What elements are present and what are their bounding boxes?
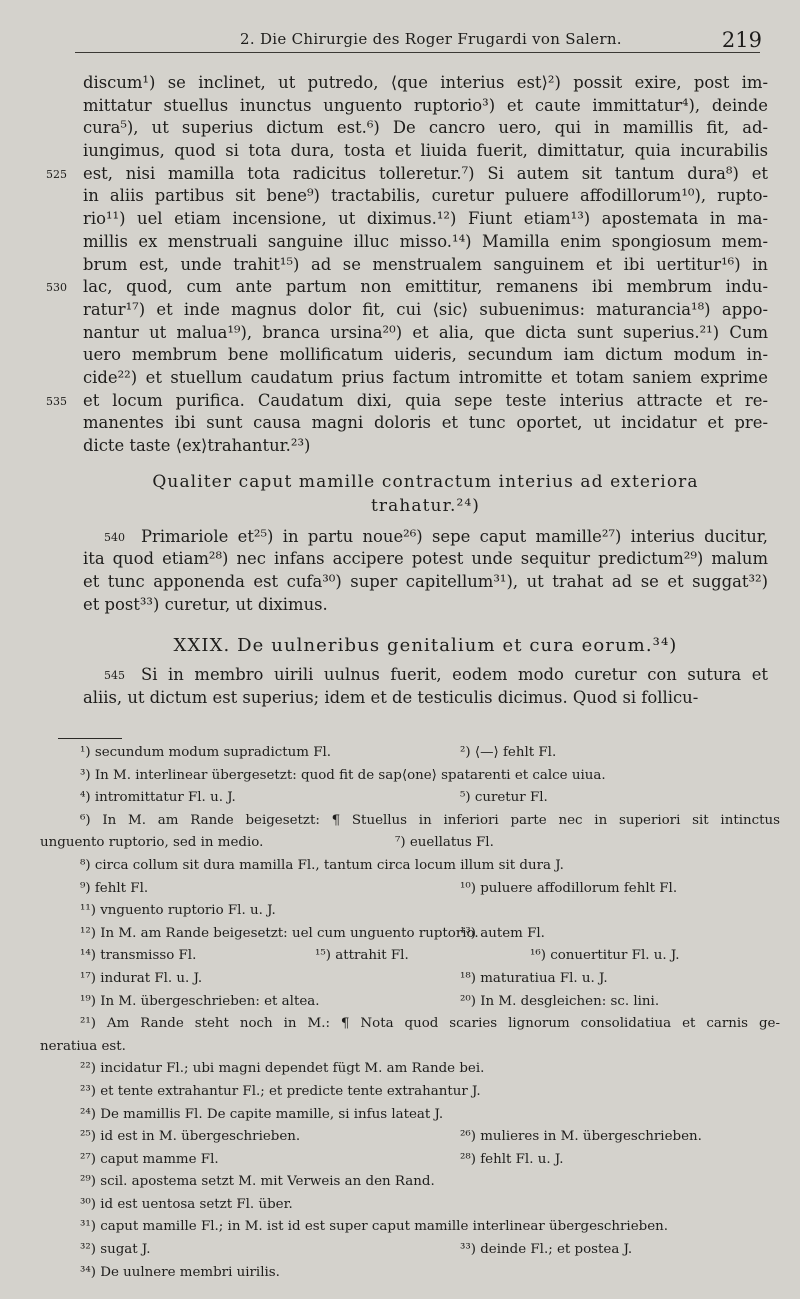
line-text: ita quod etiam²⁸) nec infans accipere potest unde sequitur predictum²⁹) malum [83,549,768,569]
line-text: brum est, unde trahit¹⁵) ad se menstrualem sanguinem et ibi uertitur¹⁶) in [83,254,768,274]
text-line [83,344,768,367]
line-text: Si in membro uirili uulnus fuerit, eodem modo curetur con sutura et [141,665,768,685]
text-line [83,95,768,118]
footnote-text: ¹⁶) conuertitur Fl. u. J. [530,948,680,964]
line-number: 530 [46,281,67,295]
footnote [40,1194,780,1217]
line-text: lac, quod, cum ante partum non emittitur, remanens ibi membrum indu- [83,277,768,297]
line-text: mittatur stuellus inunctus unguento ruptorio³) et caute immittatur⁴), deinde [83,95,768,115]
footnote-text: ⁴) intromittatur Fl. u. J. [80,790,236,806]
footnote [40,810,780,833]
footnote-text: ⁹) fehlt Fl. [80,880,149,896]
text-line [83,254,768,277]
line-text: millis ex menstruali sanguine illuc misso.¹⁴) Mamilla enim spongiosum mem- [83,231,768,251]
text-line [83,687,768,710]
footnote-rule [58,738,122,739]
footnote [40,787,780,810]
header-title: 2. Die Chirurgie des Roger Frugardi von Salern. [240,30,622,48]
footnote [40,878,780,901]
text-line [83,526,768,549]
footnote-text: neratiua est. [40,1038,126,1054]
footnote-text: ²¹) Am Rande steht noch in M.: ¶ Nota quod scaries lignorum consolidatiua et carnis ge- [80,1016,780,1032]
line-text: in aliis partibus sit bene⁹) tractabilis, curetur puluere affodillorum¹⁰), rupto- [83,186,768,206]
text-line [83,548,768,571]
footnote-text: ²⁸) fehlt Fl. u. J. [460,1151,564,1167]
footnote [40,1239,780,1262]
line-text: iungimus, quod si tota dura, tosta et liuida fuerit, dimittatur, quia incurabilis [83,141,768,161]
footnote [40,1262,780,1285]
line-text: et post³³) curetur, ut diximus. [83,594,328,614]
paragraph-uulneribus [83,664,768,709]
footnote [40,1104,780,1127]
footnote [40,765,780,788]
text-line [83,322,768,345]
footnote [40,945,780,968]
header-rule [75,52,760,53]
footnote [40,1171,780,1194]
footnote-text: ³³) deinde Fl.; et postea J. [460,1242,633,1258]
text-line [83,72,768,95]
footnote [40,855,780,878]
line-text: est, nisi mamilla tota radicitus tolleretur.⁷) Si autem sit tantum dura⁸) et [83,163,768,183]
line-text: et tunc apponenda est cufa³⁰) super capitellum³¹), ut trahat ad se et suggat³²) [83,572,768,592]
line-number: 525 [46,167,67,181]
line-number: 540 [104,530,125,544]
footnote-text: ⁷) euellatus Fl. [395,835,494,851]
footnote-text: ²⁵) id est in M. übergeschrieben. [80,1129,301,1145]
footnote [40,832,780,855]
footnote-text: ²) ⟨—⟩ fehlt Fl. [460,745,557,760]
footnote-text: ¹⁵) attrahit Fl. [315,948,409,964]
text-line [83,435,768,458]
footnote-text: ¹²) In M. am Rande beigesetzt: uel cum unguento ruptorio. [80,925,479,941]
line-text: discum¹) se inclinet, ut putredo, ⟨que interius est⟩²) possit exire, post im- [83,73,768,92]
footnote-text: ³⁰) id est uentosa setzt Fl. über. [80,1196,293,1212]
line-text: rio¹¹) uel etiam incensione, ut diximus.¹²) Fiunt etiam¹³) apostemata in ma- [83,209,768,229]
line-text: cura⁵), ut superius dictum est.⁶) De cancro uero, qui in mamillis fit, ad- [83,118,768,138]
footnote-text: ²⁰) In M. desgleichen: sc. lini. [460,993,660,1009]
text-line [83,117,768,140]
line-number: 545 [104,669,125,683]
text-line [83,185,768,208]
footnote-text: ³²) sugat J. [80,1242,151,1258]
footnote [40,1081,780,1104]
text-line [83,208,768,231]
footnote-text: ¹⁷) indurat Fl. u. J. [80,970,203,986]
text-line [83,594,768,617]
footnote [40,1013,780,1036]
footnote-text: ²³) et tente extrahantur Fl.; et predicte tente extrahantur J. [80,1083,481,1099]
line-text: uero membrum bene mollificatum uideris, secundum iam dictum modum in- [83,345,768,365]
text-line [83,571,768,594]
text-line [83,299,768,322]
line-text: manentes ibi sunt causa magni doloris et tunc oportet, ut incidatur et pre- [83,413,768,433]
line-text: dicte taste ⟨ex⟩trahantur.²³) [83,436,311,455]
line-number: 535 [46,394,67,408]
text-line [83,664,768,687]
footnote [40,1149,780,1172]
section-heading: Qualiter caput mamille contractum interius ad exteriora [152,471,699,492]
footnote-text: ⁵) curetur Fl. [460,790,548,806]
chapter-heading: XXIX. De uulneribus genitalium et cura eorum.³⁴) [173,635,678,657]
footnote-text: ²⁷) caput mamme Fl. [80,1151,219,1167]
text-line [46,276,768,299]
footnote [40,968,780,991]
footnote-text: ²⁴) De mamillis Fl. De capite mamille, si infus lateat J. [80,1106,444,1122]
footnote [40,1216,780,1239]
line-text: Primariole et²⁵) in partu noue²⁶) sepe caput mamille²⁷) interius ducitur, [141,526,768,546]
paragraph-mamilla [46,72,768,458]
footnote [40,1126,780,1149]
page-number: 219 [721,28,762,52]
footnote-text: ²²) incidatur Fl.; ubi magni dependet fügt M. am Rande bei. [80,1061,485,1077]
footnote-text: ¹) secundum modum supradictum Fl. [80,745,332,760]
footnote-text: ¹⁰) puluere affodillorum fehlt Fl. [460,880,678,896]
text-line [46,163,768,186]
footnote-text: ³⁴) De uulnere membri uirilis. [80,1264,280,1280]
text-line [83,140,768,163]
footnote [40,900,780,923]
text-line [83,231,768,254]
footnote-text: ¹³) autem Fl. [460,925,545,941]
footnote-text: ⁶) In M. am Rande beigesetzt: ¶ Stuellus in inferiori parte nec in superiori sit intinctus [80,812,780,828]
footnote-text: ¹⁹) In M. übergeschrieben: et altea. [80,993,320,1009]
footnote-text: unguento ruptorio, sed in medio. [40,835,264,851]
footnote-text: ⁸) circa collum sit dura mamilla Fl., tantum circa locum illum sit dura J. [80,857,564,873]
footnote-text: ¹⁴) transmisso Fl. [80,948,197,964]
footnote-text: ²⁶) mulieres in M. übergeschrieben. [460,1129,702,1145]
footnote-text: ¹⁸) maturatiua Fl. u. J. [460,970,608,986]
running-header [40,22,770,56]
line-text: cide²²) et stuellum caudatum prius factum intromitte et totam saniem exprime [83,367,768,387]
footnotes [40,742,780,1284]
line-text: nantur ut malua¹⁹), branca ursina²⁰) et alia, que dicta sunt superius.²¹) Cum [83,322,768,342]
line-text: aliis, ut dictum est superius; idem et de testiculis dicimus. Quod si follicu- [83,688,699,708]
line-text: et locum purifica. Caudatum dixi, quia sepe teste interius attracte et re- [83,390,768,410]
main-text [46,72,768,710]
text-line [83,367,768,390]
section-heading-cont: trahatur.²⁴) [370,495,481,516]
paragraph-caput-mamille [83,526,768,617]
footnote-text: ¹¹) vnguento ruptorio Fl. u. J. [80,903,276,919]
footnote [40,923,780,946]
footnote [40,1058,780,1081]
line-text: ratur¹⁷) et inde magnus dolor fit, cui ⟨sic⟩ subuenimus: maturancia¹⁸) appo- [83,299,768,319]
text-line [83,412,768,435]
text-line [46,390,768,413]
footnote [40,1036,780,1059]
footnote-text: ³¹) caput mamille Fl.; in M. ist id est super caput mamille interlinear übergeschrieben. [80,1219,669,1235]
footnote [40,742,780,765]
footnote-text: ³) In M. interlinear übergesetzt: quod fit de sap⟨one⟩ spatarenti et calce uiua. [80,767,606,783]
footnote-text: ²⁹) scil. apostema setzt M. mit Verweis an den Rand. [80,1174,435,1190]
footnote [40,991,780,1014]
